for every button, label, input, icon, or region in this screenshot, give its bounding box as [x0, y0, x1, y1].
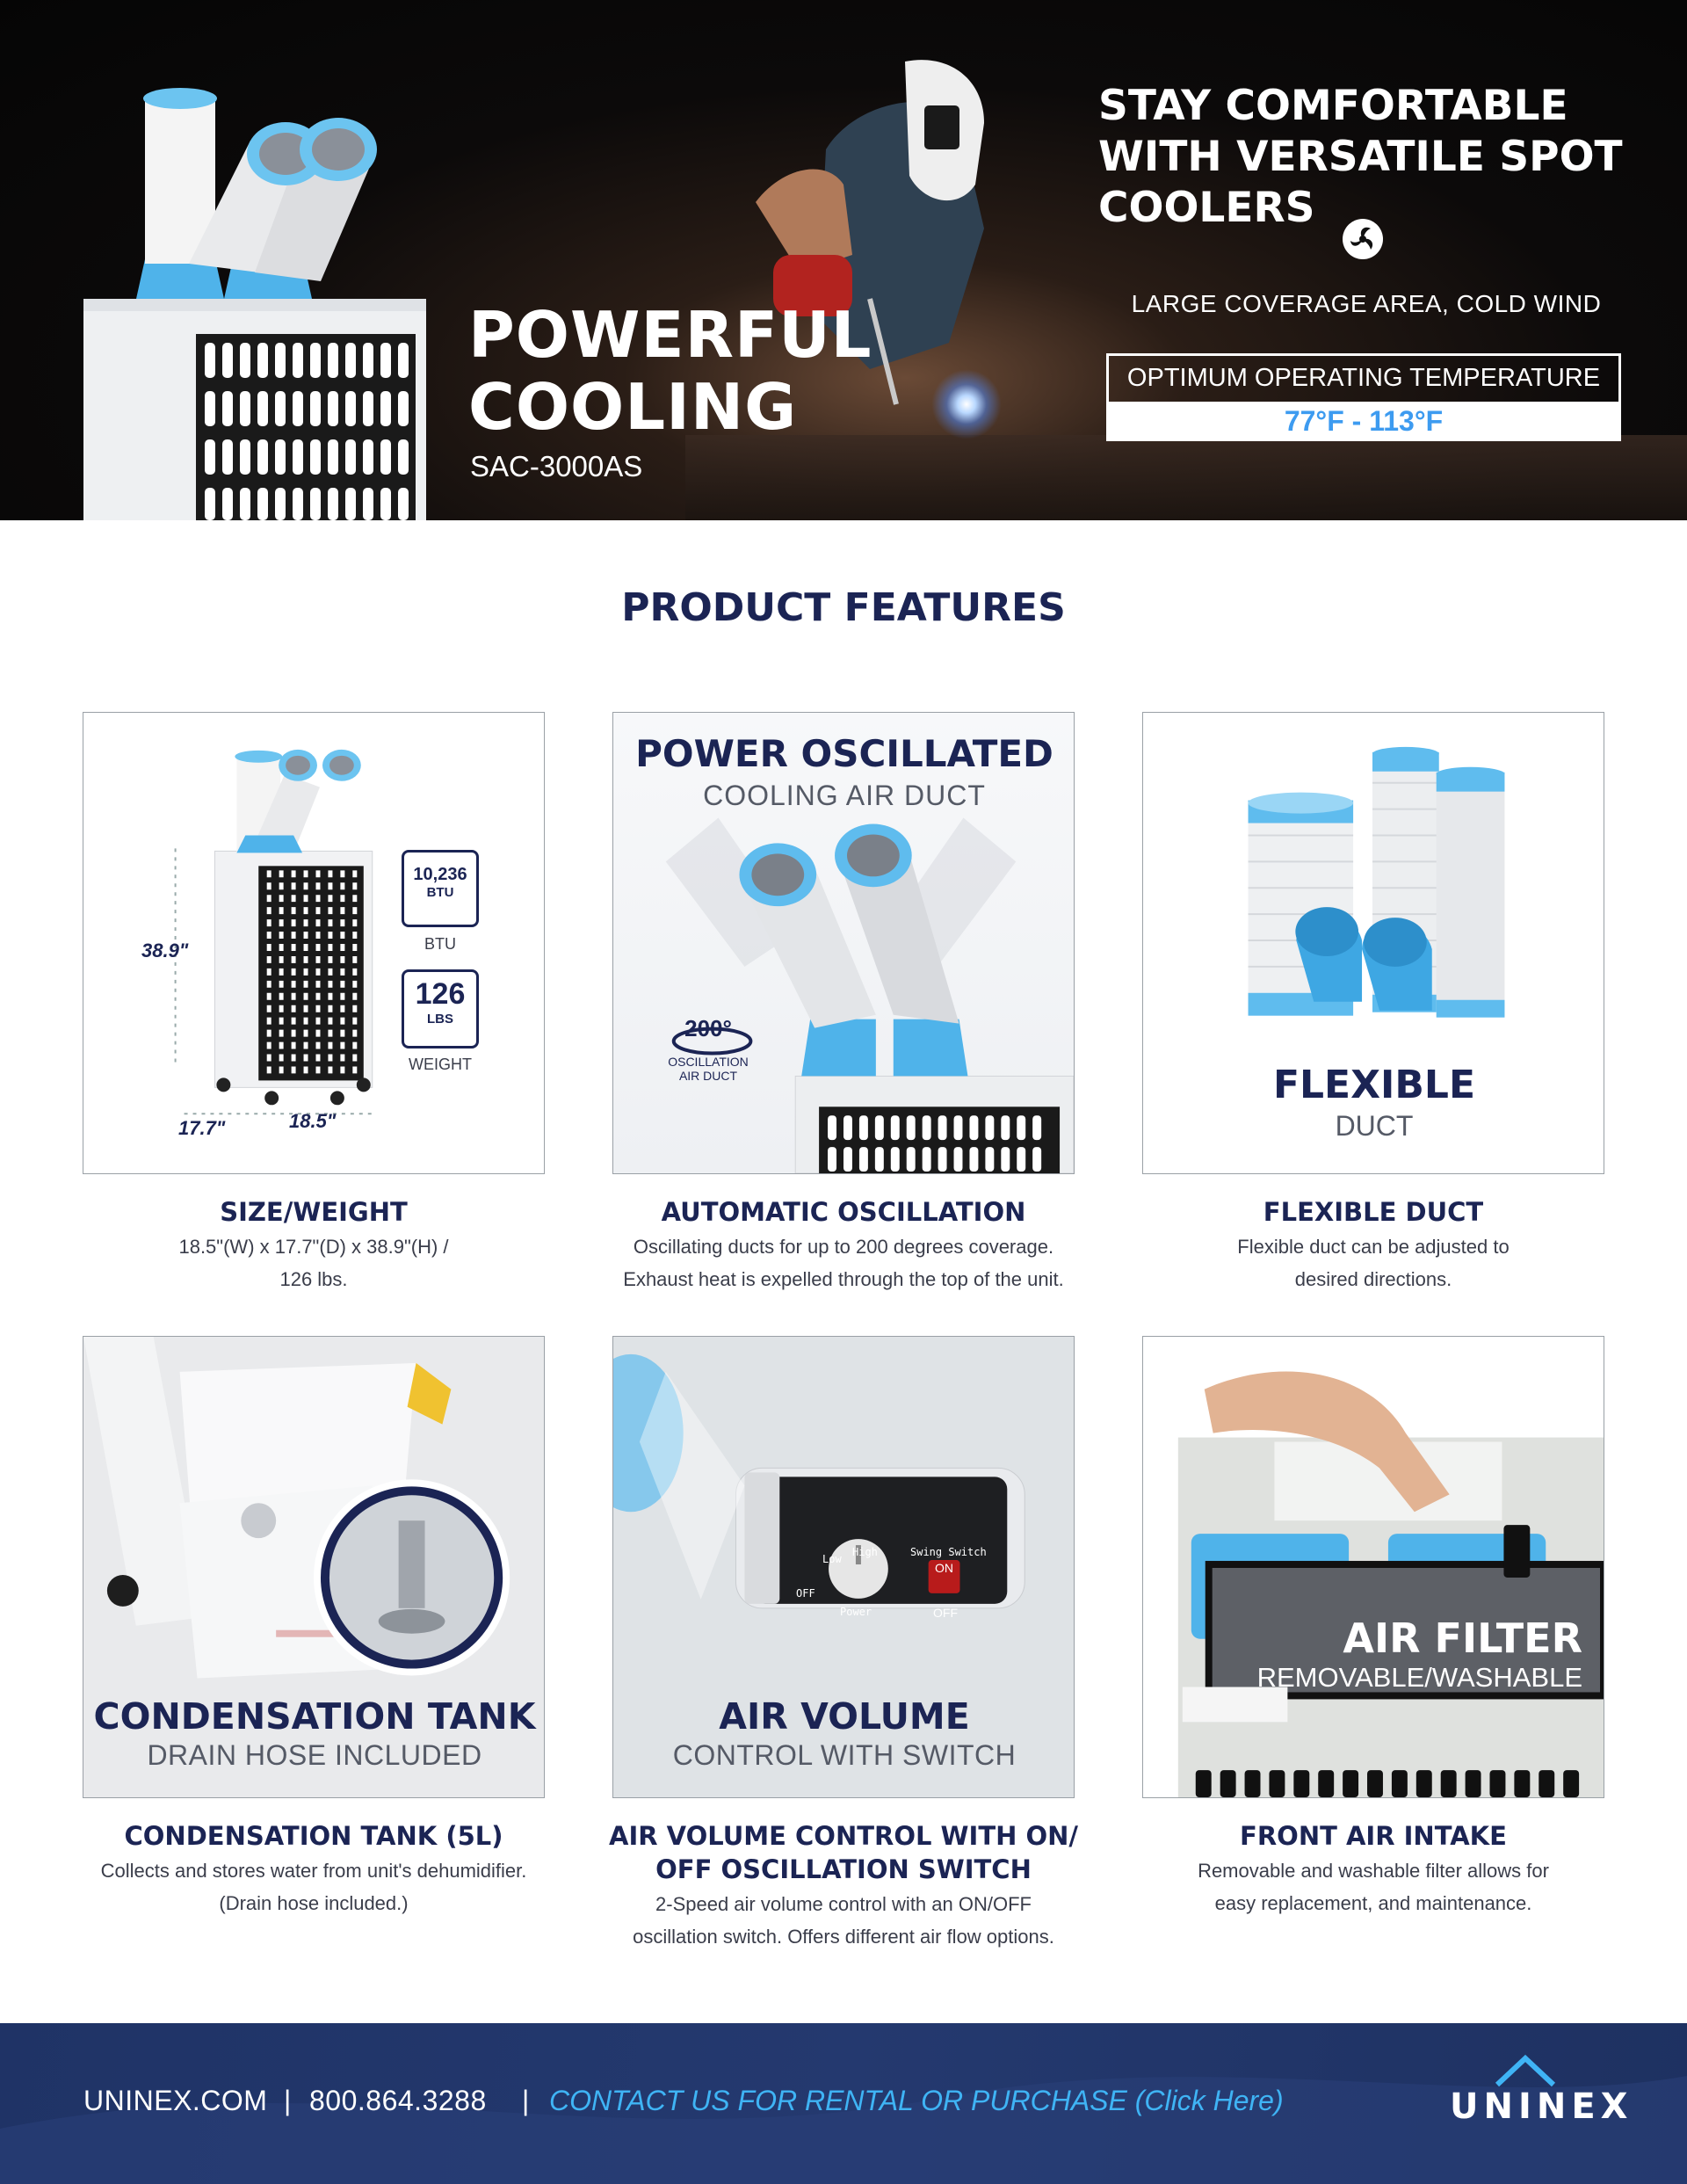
hero-subtitle: LARGE COVERAGE AREA, COLD WIND	[1131, 290, 1602, 317]
size-weight-desc-line1: 18.5"(W) x 17.7"(D) x 38.9"(H) /	[178, 1236, 449, 1258]
oscillation-title: AUTOMATIC OSCILLATION	[661, 1197, 1026, 1227]
phone-number[interactable]: 800.864.3288	[309, 2085, 487, 2116]
hero-title-line1: POWERFUL	[468, 298, 872, 372]
footer-separator: |	[284, 2085, 292, 2116]
btu-value: 10,236	[413, 865, 467, 884]
oscillation-degree-badge	[664, 1015, 752, 1083]
weight-value: 126	[415, 977, 466, 1011]
condensation-tank-desc	[50, 1854, 577, 1919]
temperature-label: OPTIMUM OPERATING TEMPERATURE	[1126, 364, 1601, 392]
panel-swing-off-label: OFF	[933, 1606, 958, 1620]
oscillation-degree: 200°	[684, 1015, 732, 1041]
panel-power-label: Power	[840, 1606, 872, 1618]
air-filter-image-subtitle: REMOVABLE/WASHABLE	[1256, 1662, 1582, 1693]
intake-desc-line2: easy replacement, and maintenance.	[1214, 1892, 1532, 1914]
oscillation-image-title: POWER OSCILLATED	[635, 732, 1053, 775]
tank-image-subtitle: DRAIN HOSE INCLUDED	[147, 1739, 482, 1771]
size-weight-card	[83, 712, 545, 1174]
air-volume-desc	[580, 1888, 1107, 1953]
contact-link[interactable]: CONTACT US FOR RENTAL OR PURCHASE (Click Here)	[549, 2085, 1284, 2116]
panel-high-label: High	[852, 1546, 878, 1558]
oscillation-desc-line1: Oscillating ducts for up to 200 degrees coverage.	[633, 1236, 1054, 1258]
tank-image-title: CONDENSATION TANK	[93, 1695, 536, 1738]
width-dimension: 18.5"	[289, 1110, 337, 1132]
panel-swing-label: Swing Switch	[910, 1546, 987, 1558]
oscillation-degree-caption	[664, 1055, 752, 1083]
air-volume-desc-line1: 2-Speed air volume control with an ON/OFF	[655, 1893, 1032, 1915]
oscillation-caption-line2: AIR DUCT	[678, 1069, 738, 1083]
btu-caption: BTU	[424, 935, 456, 953]
section-title: PRODUCT FEATURES	[621, 585, 1066, 630]
flexible-duct-title: FLEXIBLE DUCT	[1263, 1197, 1484, 1227]
flexible-duct-card	[1142, 712, 1604, 1174]
air-volume-card	[612, 1336, 1075, 1798]
air-volume-image-subtitle: CONTROL WITH SWITCH	[672, 1739, 1017, 1771]
condensation-tank-card	[83, 1336, 545, 1798]
air-volume-desc-line2: oscillation switch. Offers different air flow options.	[633, 1926, 1054, 1948]
btu-unit: BTU	[426, 885, 454, 900]
uninex-logo[interactable]: UNINEX	[1450, 2086, 1633, 2127]
btu-badge	[402, 850, 479, 927]
flexible-desc-line1: Flexible duct can be adjusted to	[1237, 1236, 1510, 1258]
condensation-tank-title: CONDENSATION TANK (5L)	[124, 1821, 503, 1851]
weight-unit: LBS	[427, 1012, 453, 1027]
fan-icon	[1342, 218, 1384, 260]
hero-headline: STAY COMFORTABLE WITH VERSATILE SPOT COOLERS	[1098, 82, 1623, 232]
flexible-image-subtitle: DUCT	[1335, 1110, 1414, 1142]
oscillation-card	[612, 712, 1075, 1174]
oscillation-desc-line2: Exhaust heat is expelled through the top of the unit.	[623, 1268, 1064, 1290]
temperature-value: 77°F - 113°F	[1109, 402, 1618, 441]
air-volume-image-title: AIR VOLUME	[719, 1695, 970, 1738]
height-dimension: 38.9"	[141, 940, 189, 961]
weight-caption: WEIGHT	[409, 1056, 472, 1073]
website-link[interactable]: UNINEX.COM	[83, 2085, 268, 2116]
weight-badge	[402, 969, 479, 1048]
size-weight-title: SIZE/WEIGHT	[220, 1197, 408, 1227]
air-intake-card	[1142, 1336, 1604, 1798]
flexible-duct-desc	[1110, 1230, 1637, 1295]
size-weight-desc-line2: 126 lbs.	[279, 1268, 348, 1290]
footer-separator: |	[522, 2085, 530, 2116]
hero-title	[468, 299, 925, 443]
front-air-intake-desc	[1110, 1854, 1637, 1919]
front-air-intake-title: FRONT AIR INTAKE	[1240, 1821, 1507, 1851]
intake-desc-line1: Removable and washable filter allows for	[1198, 1860, 1549, 1882]
flexible-image-title: FLEXIBLE	[1272, 1063, 1476, 1107]
air-volume-title-line1: AIR VOLUME CONTROL WITH ON/	[609, 1821, 1078, 1851]
oscillation-image-subtitle: COOLING AIR DUCT	[703, 780, 986, 811]
workbench	[685, 435, 1687, 520]
tank-desc-line1: Collects and stores water from unit's dehumidifier.	[100, 1860, 527, 1882]
house-roof-icon	[1494, 2053, 1557, 2088]
air-volume-title	[571, 1819, 1116, 1886]
hero-banner	[0, 0, 1687, 520]
model-number: SAC-3000AS	[470, 450, 643, 483]
oscillation-desc	[580, 1230, 1107, 1295]
panel-on-label: ON	[935, 1561, 953, 1575]
flexible-desc-line2: desired directions.	[1294, 1268, 1452, 1290]
panel-off-label: OFF	[796, 1587, 815, 1600]
depth-dimension: 17.7"	[178, 1117, 226, 1139]
panel-low-label: Low	[822, 1553, 842, 1565]
size-weight-desc	[50, 1230, 577, 1295]
tank-desc-line2: (Drain hose included.)	[219, 1892, 409, 1914]
air-filter-image	[1143, 1337, 1604, 1797]
air-filter-image-title: AIR FILTER	[1343, 1614, 1582, 1662]
hero-title-line2: COOLING	[468, 370, 798, 444]
air-volume-title-line2: OFF OSCILLATION SWITCH	[655, 1854, 1032, 1884]
temperature-box	[1106, 353, 1621, 441]
oscillation-caption-line1: OSCILLATION	[668, 1055, 749, 1069]
spot-cooler-image	[83, 88, 435, 520]
footer-bar	[0, 2023, 1687, 2184]
